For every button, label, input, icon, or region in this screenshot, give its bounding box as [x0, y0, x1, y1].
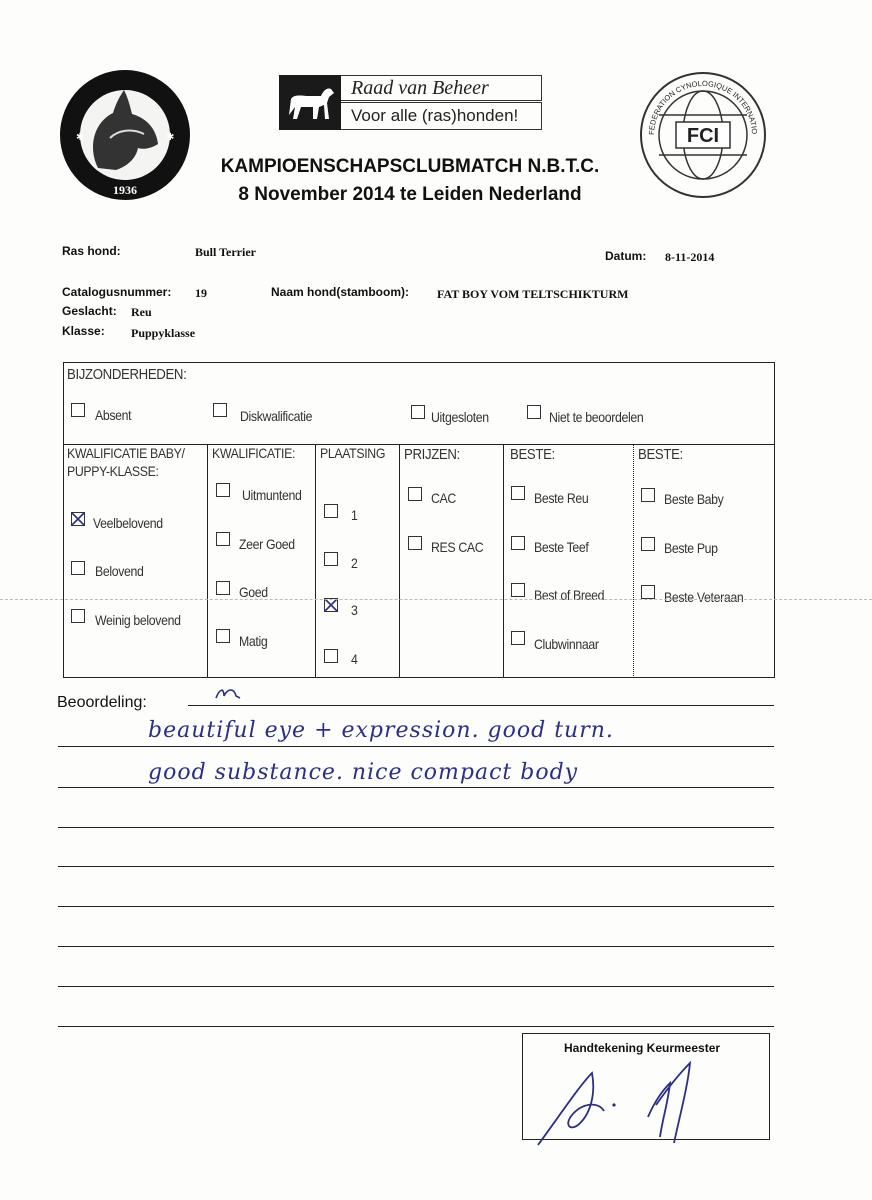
beste2-header: BESTE: [638, 446, 683, 463]
catalogus-label: Catalogusnummer: [62, 285, 172, 299]
ras-label: Ras hond: [62, 244, 121, 258]
handwritten-line2: good substance. nice compact body [148, 760, 579, 785]
matig-checkbox[interactable] [216, 629, 230, 643]
beste1-header: BESTE: [510, 446, 555, 463]
uitmuntend-checkbox[interactable] [216, 483, 230, 497]
fci-logo [638, 70, 768, 200]
zeer-goed-label: Zeer Goed [239, 536, 295, 552]
belovend-label: Belovend [95, 563, 144, 579]
plaatsing-1-label: 1 [351, 507, 358, 523]
plaatsing-4-label: 4 [351, 651, 358, 667]
svg-text:✱: ✱ [166, 132, 175, 143]
plaatsing-3-checkbox[interactable] [324, 598, 338, 612]
ras-value: Bull Terrier [195, 245, 256, 259]
beoordeling-first-line [188, 705, 774, 706]
answer-line-3 [58, 827, 774, 828]
res-cac-checkbox[interactable] [408, 536, 422, 550]
fci-ring-text: FEDERATION CYNOLOGIQUE INTERNATIO [646, 78, 760, 136]
diskwalificatie-label: Diskwalificatie [240, 408, 313, 424]
weinig-belovend-label: Weinig belovend [95, 612, 181, 628]
klasse-value: Puppyklasse [131, 326, 196, 340]
res-cac-label: RES CAC [431, 539, 484, 555]
matig-label: Matig [239, 633, 268, 649]
title-line2: 8 November 2014 te Leiden Nederland [238, 184, 582, 205]
naam-label: Naam hond(stamboom): [271, 285, 409, 299]
kwal-baby-header1: KWALIFICATIE BABY/ [67, 445, 185, 461]
plaatsing-2-checkbox[interactable] [324, 552, 338, 566]
raad-subtitle: Voor alle (ras)honden! [351, 106, 519, 125]
scribble-mark [214, 686, 244, 707]
beste-reu-checkbox[interactable] [511, 486, 525, 500]
svg-text:✱: ✱ [76, 132, 85, 143]
answer-line-2 [58, 787, 774, 788]
naam-value: FAT BOY VOM TELTSCHIKTURM [437, 287, 629, 301]
veelbelovend-label: Veelbelovend [93, 515, 163, 531]
beste-pup-label: Beste Pup [664, 540, 718, 556]
beste-baby-label: Beste Baby [664, 491, 724, 507]
plaatsing-2-label: 2 [351, 555, 358, 571]
niet-beoordelen-label: Niet te beoordelen [549, 409, 644, 425]
handwritten-line1: beautiful eye + expression. good turn. [148, 718, 614, 743]
belovend-checkbox[interactable] [71, 561, 85, 575]
answer-line-5 [58, 906, 774, 907]
svg-text:FCI: FCI [686, 125, 720, 147]
datum-label: Datum: [605, 249, 647, 263]
prijzen-header: PRIJZEN: [404, 446, 460, 463]
raad-van-beheer-logo [279, 75, 544, 130]
geslacht-label: Geslacht: [62, 304, 117, 318]
absent-label: Absent [95, 407, 132, 423]
clubwinnaar-checkbox[interactable] [511, 631, 525, 645]
niet-beoordelen-checkbox[interactable] [527, 405, 541, 419]
beoordeling-label: Beoordeling: [57, 694, 147, 711]
club-logo [58, 68, 192, 202]
cac-label: CAC [431, 490, 456, 506]
goed-label: Goed [239, 584, 268, 600]
answer-line-1 [58, 746, 774, 747]
zeer-goed-checkbox[interactable] [216, 532, 230, 546]
datum-value: 8-11-2014 [665, 250, 715, 264]
diskwalificatie-checkbox[interactable] [213, 403, 227, 417]
beste-baby-checkbox[interactable] [641, 488, 655, 502]
weinig-belovend-checkbox[interactable] [71, 609, 85, 623]
dog-icon [279, 75, 341, 130]
check-mark-icon [71, 512, 85, 526]
plaatsing-header: PLAATSING [320, 445, 386, 461]
plaatsing-4-checkbox[interactable] [324, 649, 338, 663]
beste-teef-checkbox[interactable] [511, 536, 525, 550]
veelbelovend-checkbox[interactable] [71, 512, 85, 526]
clubwinnaar-label: Clubwinnaar [534, 636, 599, 652]
catalogus-value: 19 [195, 286, 207, 300]
bijzonderheden-header: BIJZONDERHEDEN: [67, 366, 187, 383]
beste-reu-label: Beste Reu [534, 490, 589, 506]
beste-teef-label: Beste Teef [534, 539, 589, 555]
klasse-label: Klasse: [62, 324, 105, 338]
cac-checkbox[interactable] [408, 487, 422, 501]
kwal-baby-header2: PUPPY-KLASSE: [67, 463, 159, 479]
plaatsing-3-label: 3 [351, 602, 358, 618]
uitgesloten-label: Uitgesloten [431, 409, 489, 425]
best-of-breed-label: Best of Breed [534, 587, 605, 603]
kwal-header: KWALIFICATIE: [212, 445, 296, 461]
beste-veteraan-checkbox[interactable] [641, 585, 655, 599]
goed-checkbox[interactable] [216, 581, 230, 595]
geslacht-value: Reu [131, 305, 152, 319]
plaatsing-1-checkbox[interactable] [324, 504, 338, 518]
svg-text:1936: 1936 [113, 183, 137, 197]
signature-label: Handtekening Keurmeester [564, 1041, 721, 1055]
check-mark-icon [324, 598, 338, 612]
raad-title: Raad van Beheer [351, 77, 489, 99]
best-of-breed-checkbox[interactable] [511, 583, 525, 597]
signature [530, 1055, 710, 1160]
fold-line [0, 599, 872, 600]
answer-line-8 [58, 1026, 774, 1027]
uitmuntend-label: Uitmuntend [242, 487, 302, 503]
answer-line-6 [58, 946, 774, 947]
title-line1: KAMPIOENSCHAPSCLUBMATCH N.B.T.C. [220, 156, 600, 177]
answer-line-7 [58, 986, 774, 987]
beste-pup-checkbox[interactable] [641, 537, 655, 551]
absent-checkbox[interactable] [71, 403, 85, 417]
beste-veteraan-label: Beste Veteraan [664, 589, 744, 605]
uitgesloten-checkbox[interactable] [411, 405, 425, 419]
answer-line-4 [58, 866, 774, 867]
